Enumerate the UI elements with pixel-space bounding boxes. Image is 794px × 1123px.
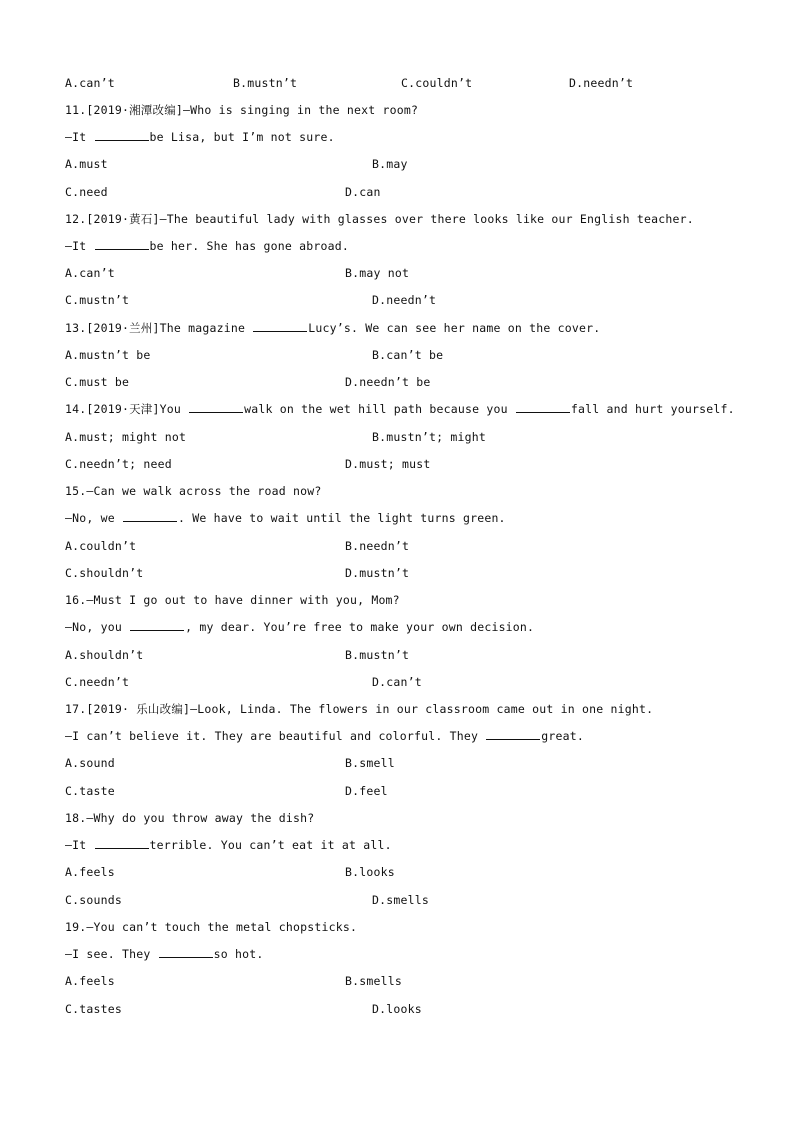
answer-option: A.must <box>65 157 108 171</box>
answer-option: D.must; must <box>345 457 431 471</box>
answer-blank[interactable] <box>95 239 149 250</box>
answer-option: C.must be <box>65 375 130 389</box>
answer-option: A.mustn’t be <box>65 348 151 362</box>
question-line <box>65 729 584 743</box>
answer-option: B.looks <box>345 865 395 879</box>
question-text: 17.[2019· 乐山改编]—Look, Linda. The flowers in our classroom came out in one night. <box>65 702 654 716</box>
question-text: 16.—Must I go out to have dinner with you, Mom? <box>65 593 400 607</box>
answer-option: A.shouldn’t <box>65 648 144 662</box>
question-text: —I see. They <box>65 947 158 961</box>
question-line <box>65 402 735 416</box>
answer-option: A.sound <box>65 756 115 770</box>
question-text: 15.—Can we walk across the road now? <box>65 484 322 498</box>
question-text: 11.[2019·湘潭改编]—Who is singing in the next room? <box>65 103 419 117</box>
answer-blank[interactable] <box>486 729 540 740</box>
answer-option: B.mustn’t <box>233 76 298 90</box>
question-text: 12.[2019·黄石]—The beautiful lady with glasses over there looks like our English teacher. <box>65 212 694 226</box>
question-text: Lucy’s. We can see her name on the cover. <box>308 321 601 335</box>
answer-option: B.may <box>372 157 408 171</box>
answer-option: B.smells <box>345 974 402 988</box>
answer-option: B.can’t be <box>372 348 444 362</box>
question-text: 13.[2019·兰州]The magazine <box>65 321 253 335</box>
answer-option: D.can <box>345 185 381 199</box>
answer-option: C.tastes <box>65 1002 122 1016</box>
question-text: be Lisa, but I’m not sure. <box>149 130 335 144</box>
question-text: —I can’t believe it. They are beautiful and colorful. They <box>65 729 486 743</box>
question-text: walk on the wet hill path because you <box>244 402 515 416</box>
answer-option: B.smell <box>345 756 395 770</box>
question-line <box>65 239 349 253</box>
question-text: —It <box>65 130 94 144</box>
question-text: be her. She has gone abroad. <box>149 239 349 253</box>
answer-option: C.couldn’t <box>401 76 473 90</box>
answer-option: B.needn’t <box>345 539 410 553</box>
question-text: —It <box>65 239 94 253</box>
answer-option: C.shouldn’t <box>65 566 144 580</box>
question-text: 18.—Why do you throw away the dish? <box>65 811 315 825</box>
answer-option: C.taste <box>65 784 115 798</box>
answer-option: D.can’t <box>372 675 422 689</box>
answer-option: D.mustn’t <box>345 566 410 580</box>
question-text: —No, you <box>65 620 130 634</box>
answer-option: C.need <box>65 185 108 199</box>
answer-option: D.smells <box>372 893 429 907</box>
answer-option: D.needn’t be <box>345 375 431 389</box>
answer-option: C.needn’t <box>65 675 130 689</box>
question-text: terrible. You can’t eat it at all. <box>149 838 392 852</box>
question-text: , my dear. You’re free to make your own decision. <box>185 620 535 634</box>
answer-option: A.can’t <box>65 266 115 280</box>
question-text: —No, we <box>65 511 122 525</box>
answer-blank[interactable] <box>189 402 243 413</box>
answer-option: C.needn’t; need <box>65 457 172 471</box>
answer-blank[interactable] <box>253 321 307 332</box>
answer-blank[interactable] <box>123 511 177 522</box>
question-text: great. <box>541 729 585 743</box>
question-text: 19.—You can’t touch the metal chopsticks. <box>65 920 358 934</box>
question-line <box>65 321 600 335</box>
answer-option: D.needn’t <box>569 76 634 90</box>
answer-blank[interactable] <box>95 130 149 141</box>
answer-option: A.can’t <box>65 76 115 90</box>
question-text: fall and hurt yourself. <box>570 402 735 416</box>
answer-option: D.needn’t <box>372 293 437 307</box>
answer-option: B.mustn’t; might <box>372 430 486 444</box>
answer-option: A.couldn’t <box>65 539 137 553</box>
answer-blank[interactable] <box>159 947 213 958</box>
question-text: —It <box>65 838 94 852</box>
question-line <box>65 838 392 852</box>
answer-option: B.may not <box>345 266 410 280</box>
question-text: 14.[2019·天津]You <box>65 402 189 416</box>
answer-option: A.must; might not <box>65 430 187 444</box>
answer-blank[interactable] <box>95 838 149 849</box>
answer-option: D.feel <box>345 784 388 798</box>
question-line <box>65 947 263 961</box>
answer-option: D.looks <box>372 1002 422 1016</box>
question-line <box>65 511 506 525</box>
answer-blank[interactable] <box>130 620 184 631</box>
answer-blank[interactable] <box>516 402 570 413</box>
answer-option: B.mustn’t <box>345 648 410 662</box>
question-text: . We have to wait until the light turns green. <box>178 511 506 525</box>
answer-option: C.sounds <box>65 893 122 907</box>
question-text: so hot. <box>213 947 264 961</box>
question-line <box>65 130 335 144</box>
answer-option: A.feels <box>65 974 115 988</box>
answer-option: C.mustn’t <box>65 293 130 307</box>
question-line <box>65 620 534 634</box>
answer-option: A.feels <box>65 865 115 879</box>
